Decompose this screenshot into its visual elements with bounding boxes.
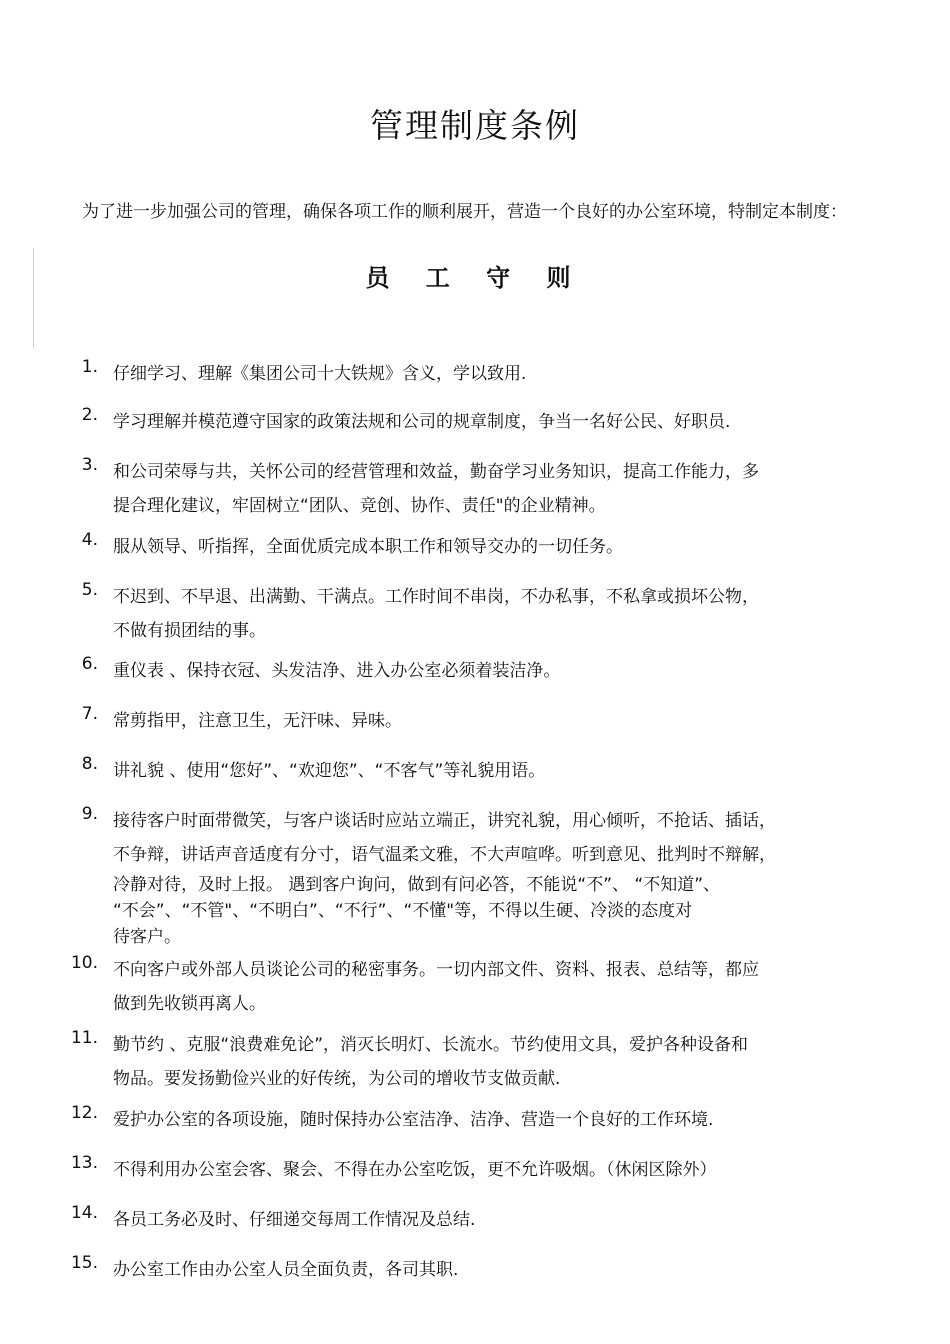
rule-number: 1.: [81, 357, 98, 377]
rule-text-line: 待客户。: [113, 927, 181, 947]
rule-text-line: 做到先收锁再离人。: [113, 994, 266, 1014]
rule-text: 各员工务必及时、仔细递交每周工作情况及总结.: [113, 1210, 476, 1230]
rule-text-line: 不争辩，讲话声音适度有分寸，语气温柔文雅，不大声喧哗。听到意见、批判时不辩解，: [113, 845, 776, 865]
rule-text-line: “不会”、“不管"、“不明白”、“不行”、“不懂"等，不得以生硬、冷淡的态度对: [113, 901, 693, 921]
rule-text-line: 冷静对待，及时上报。 遇到客户询问，做到有问必答，不能说“不”、 “不知道”、: [113, 875, 721, 895]
rule-number: 4.: [81, 530, 98, 550]
rule-text-line: 不迟到、不早退、出满勤、干满点。工作时间不串岗，不办私事，不私拿或损坏公物，: [113, 587, 759, 607]
rule-text-line: 不向客户或外部人员谈论公司的秘密事务。一切内部文件、资料、报表、总结等，都应: [113, 960, 759, 980]
rule-text: 服从领导、听指挥，全面优质完成本职工作和领导交办的一切任务。: [113, 537, 623, 557]
rule-number: 5.: [81, 580, 98, 600]
rule-text-line: 和公司荣辱与共，关怀公司的经营管理和效益，勤奋学习业务知识，提高工作能力，多: [113, 462, 759, 482]
rule-text: 学习理解并模范遵守国家的政策法规和公司的规章制度，争当一名好公民、好职员.: [113, 412, 731, 432]
rule-number: 7.: [81, 704, 98, 724]
rule-text: 办公室工作由办公室人员全面负责，各司其职.: [113, 1260, 459, 1280]
rule-text: 不得利用办公室会客、聚会、不得在办公室吃饭，更不允许吸烟。（休闲区除外）: [113, 1160, 717, 1180]
rule-text-line: 提合理化建议，牢固树立“团队、竞创、协作、责任"的企业精神。: [113, 496, 606, 516]
rule-number: 2.: [81, 405, 98, 425]
rule-text-line: 接待客户时面带微笑，与客户谈话时应站立端正，讲究礼貌，用心倾听，不抢话、插话，: [113, 811, 776, 831]
rule-text: 常剪指甲，注意卫生，无汗味、异味。: [113, 711, 402, 731]
rule-number: 6.: [81, 654, 98, 674]
rule-text: 讲礼貌 、使用“您好”、“欢迎您”、“不客气”等礼貌用语。: [113, 761, 546, 781]
rule-number: 11.: [70, 1028, 98, 1048]
rule-number: 15.: [70, 1253, 98, 1273]
rule-text: 重仪表 、保持衣冠、头发洁净、进入办公室必须着装洁净。: [113, 661, 561, 681]
rule-text-line: 不做有损团结的事。: [113, 621, 266, 641]
rule-text: 仔细学习、理解《集团公司十大铁规》含义，学以致用.: [113, 364, 527, 384]
rule-number: 3.: [81, 455, 98, 475]
rule-number: 8.: [81, 754, 98, 774]
rule-text: 爱护办公室的各项设施，随时保持办公室洁净、洁净、营造一个良好的工作环境.: [113, 1110, 714, 1130]
rule-number: 14.: [70, 1203, 98, 1223]
intro-paragraph: 为了进一步加强公司的管理，确保各项工作的顺利展开，营造一个良好的办公室环境，特制定本制度：: [82, 202, 847, 222]
section-title: 员 工 守 则: [365, 264, 585, 292]
document-title: 管理制度条例: [370, 106, 580, 145]
rule-text-line: 勤节约 、克服“浪费难免论”，消灭长明灯、长流水。节约使用文具，爱护各种设备和: [113, 1035, 749, 1055]
rule-number: 12.: [70, 1103, 98, 1123]
rule-number: 9.: [81, 804, 98, 824]
rule-number: 13.: [70, 1153, 98, 1173]
rule-number: 10.: [70, 953, 98, 973]
rule-text-line: 物品。要发扬勤俭兴业的好传统，为公司的增收节支做贡献.: [113, 1069, 561, 1089]
